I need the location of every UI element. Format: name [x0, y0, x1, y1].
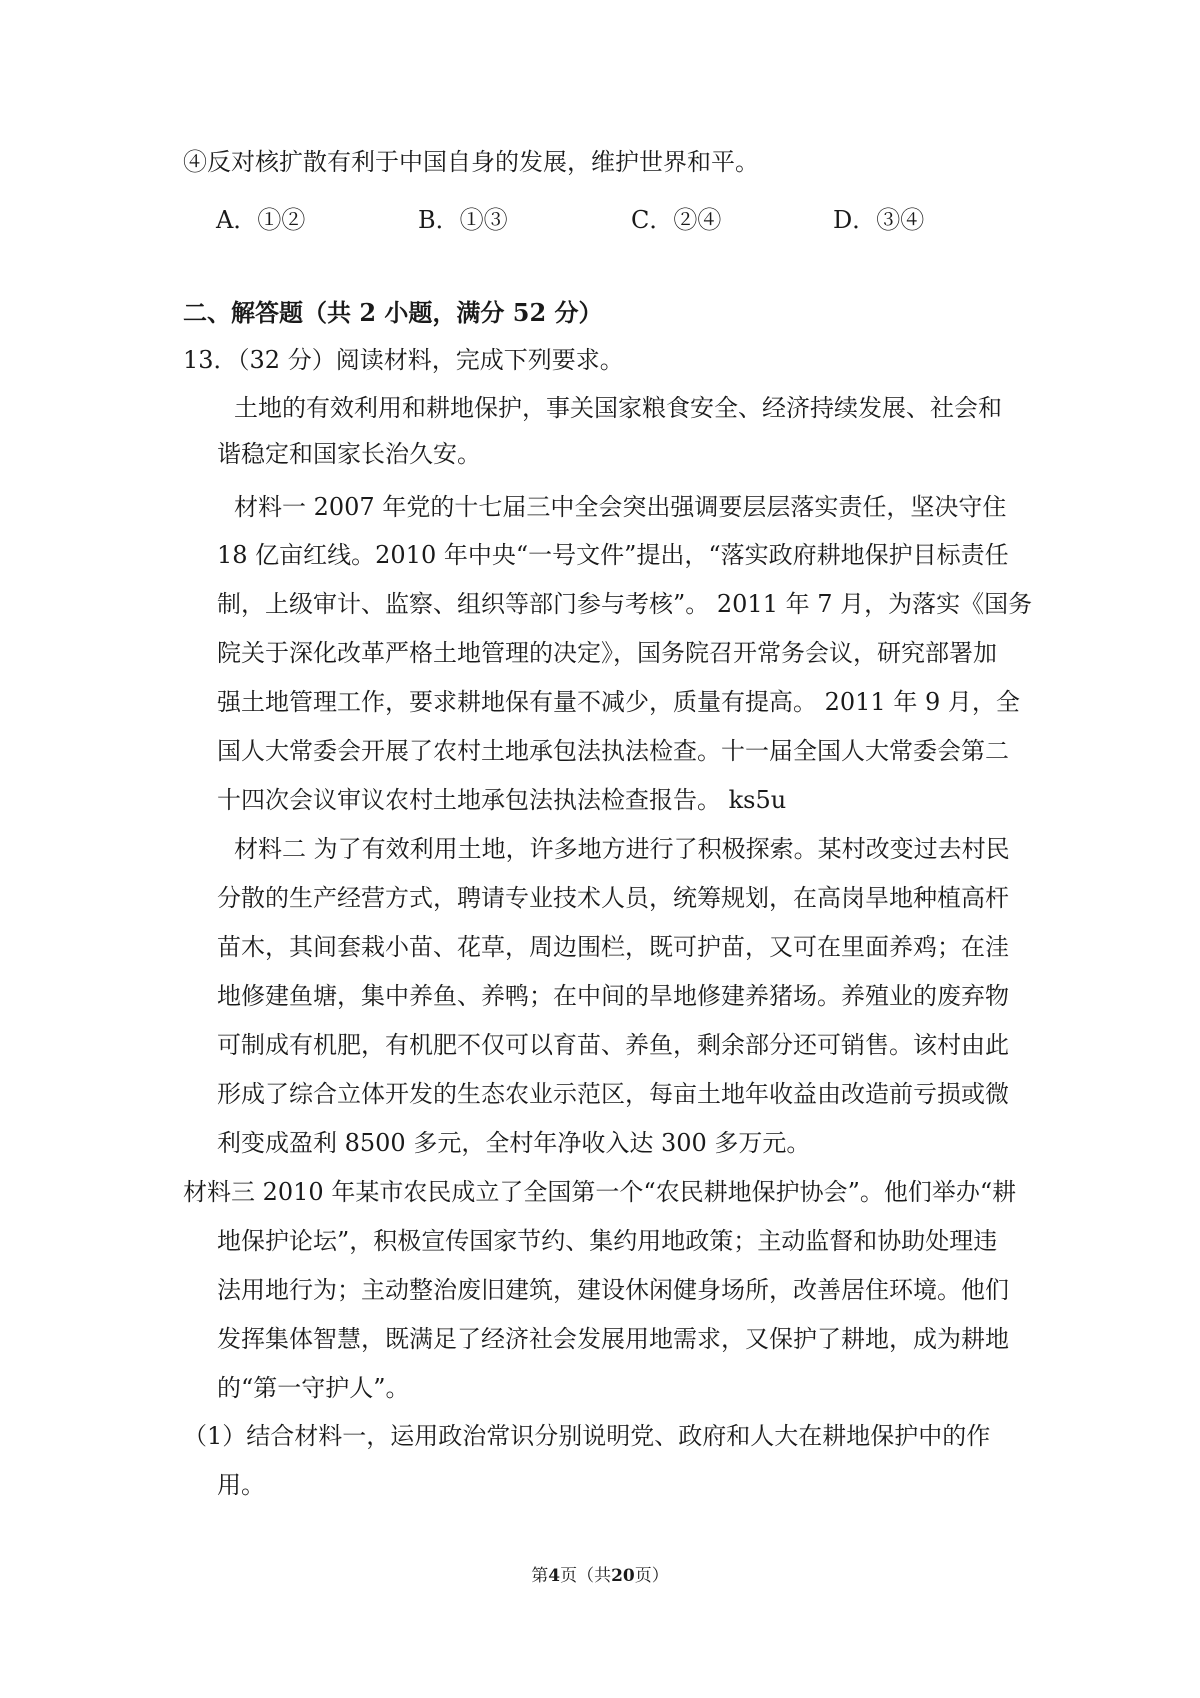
footer-page-number: 4 [548, 1566, 561, 1586]
option-d: D．③④ [833, 206, 925, 234]
option-b: B．①③ [418, 206, 508, 234]
material2-line: 可制成有机肥，有机肥不仅可以育苗、养鱼，剩余部分还可销售。该村由此 [217, 1031, 1009, 1059]
material2-line: 分散的生产经营方式，聘请专业技术人员，统筹规划，在高岗旱地种植高杆 [217, 884, 1009, 912]
material2-line: 苗木，其间套栽小苗、花草，周边围栏，既可护苗，又可在里面养鸡；在洼 [217, 933, 1009, 961]
material2-line: 利变成盈利 8500 多元，全村年净收入达 300 多万元。 [217, 1129, 811, 1157]
option-c: C．②④ [631, 206, 722, 234]
material3-line: 材料三 2010 年某市农民成立了全国第一个“农民耕地保护协会”。他们举办“耕 [183, 1178, 1017, 1206]
material1-line: 国人大常委会开展了农村土地承包法执法检查。十一届全国人大常委会第二 [217, 737, 1009, 765]
subquestion-1-line: 用。 [217, 1471, 265, 1499]
material1-line: 材料一 2007 年党的十七届三中全会突出强调要层层落实责任，坚决守住 [234, 493, 1007, 521]
intro-line: 土地的有效利用和耕地保护，事关国家粮食安全、经济持续发展、社会和 [234, 394, 1002, 422]
footer-prefix: 第 [531, 1566, 549, 1586]
material3-line: 地保护论坛”，积极宣传国家节约、集约用地政策；主动监督和协助处理违 [217, 1227, 998, 1255]
material2-line: 材料二 为了有效利用土地，许多地方进行了积极探索。某村改变过去村民 [234, 835, 1010, 863]
question-13-header: 13．（32 分）阅读材料，完成下列要求。 [183, 346, 624, 374]
material2-line: 地修建鱼塘，集中养鱼、养鸭；在中间的旱地修建养猪场。养殖业的废弃物 [217, 982, 1009, 1010]
footer-suffix: 页） [634, 1566, 669, 1586]
material3-line: 发挥集体智慧，既满足了经济社会发展用地需求，又保护了耕地，成为耕地 [217, 1325, 1009, 1353]
intro-line: 谐稳定和国家长治久安。 [217, 440, 481, 468]
material1-line: 18 亿亩红线。2010 年中央“一号文件”提出，“落实政府耕地保护目标责任 [217, 541, 1009, 569]
prev-item-4: ④反对核扩散有利于中国自身的发展，维护世界和平。 [183, 148, 759, 176]
material1-line: 制，上级审计、监察、组织等部门参与考核”。 2011 年 7 月，为落实《国务 [217, 590, 1033, 618]
material1-line: 院关于深化改革严格土地管理的决定》，国务院召开常务会议，研究部署加 [217, 639, 997, 667]
subquestion-1-line: （1）结合材料一，运用政治常识分别说明党、政府和人大在耕地保护中的作 [183, 1422, 991, 1450]
option-a: A．①② [216, 206, 306, 234]
footer-middle: 页（共 [560, 1566, 612, 1586]
material1-line: 十四次会议审议农村土地承包法执法检查报告。 ks5u [217, 786, 787, 814]
section-title: 二、解答题（共 2 小题，满分 52 分） [183, 298, 603, 327]
answer-options [0, 204, 1200, 236]
footer-total-pages: 20 [611, 1566, 635, 1586]
page-footer [0, 1564, 1200, 1588]
material2-line: 形成了综合立体开发的生态农业示范区，每亩土地年收益由改造前亏损或微 [217, 1080, 1009, 1108]
material1-line: 强土地管理工作，要求耕地保有量不减少，质量有提高。 2011 年 9 月，全 [217, 688, 1020, 716]
material3-line: 的“第一守护人”。 [217, 1374, 410, 1402]
material3-line: 法用地行为；主动整治废旧建筑，建设休闲健身场所，改善居住环境。他们 [217, 1276, 1009, 1304]
